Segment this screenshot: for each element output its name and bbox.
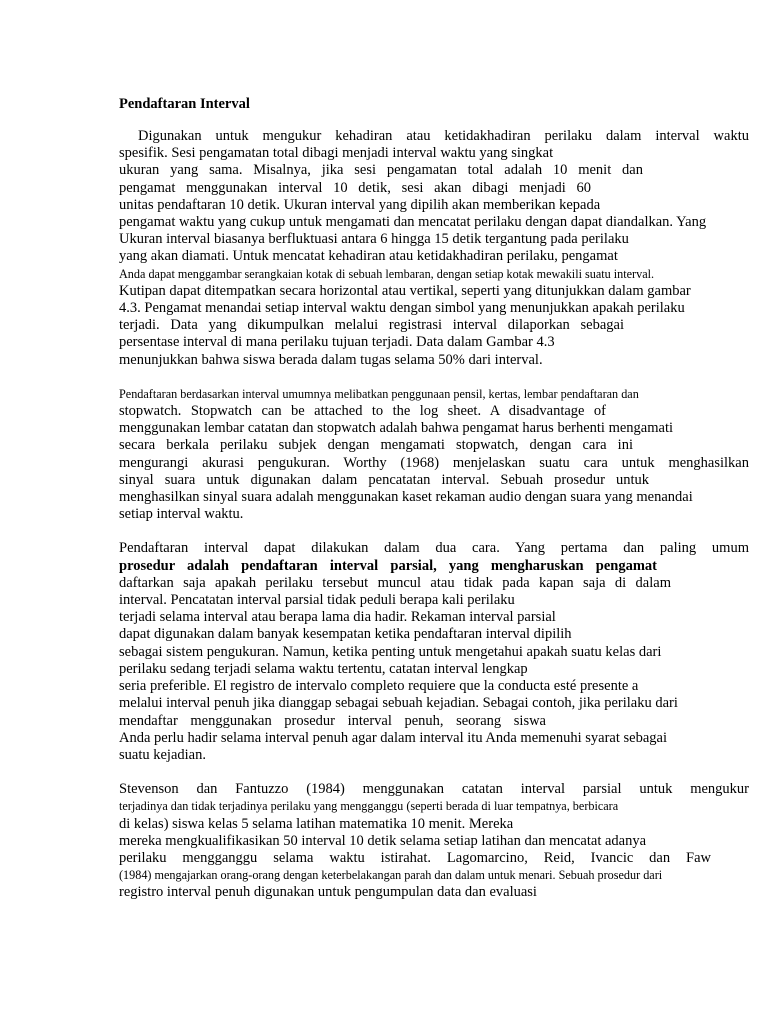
text-line: stopwatch. Stopwatch can be attached to the log sheet. A disadvantage of xyxy=(119,403,606,420)
text-line: prosedur adalah pendaftaran interval parsial, yang mengharuskan pengamat xyxy=(119,557,657,574)
text-line: unitas pendaftaran 10 detik. Ukuran interval yang dipilih akan memberikan kepada xyxy=(119,196,601,213)
text-line: di kelas) siswa kelas 5 selama latihan matematika 10 menit. Mereka xyxy=(119,815,514,832)
text-line: suatu kejadian. xyxy=(119,746,206,763)
text-line: perilaku mengganggu selama waktu istirahat. Lagomarcino, Reid, Ivancic dan Faw xyxy=(119,849,711,866)
text-line: Digunakan untuk mengukur kehadiran atau ketidakhadiran perilaku dalam interval waktu xyxy=(138,128,749,144)
paragraph xyxy=(119,386,749,524)
paragraph xyxy=(119,540,749,764)
text-line: setiap interval waktu. xyxy=(119,506,244,523)
text-line: yang akan diamati. Untuk mencatat kehadiran atau ketidakhadiran perilaku, pengamat xyxy=(119,248,618,265)
text-line: dapat digunakan dalam banyak kesempatan ketika pendaftaran interval dipilih xyxy=(119,626,572,643)
text-line: sebagai sistem pengukuran. Namun, ketika penting untuk mengetahui apakah suatu kelas dari xyxy=(119,643,662,660)
document-title: Pendaftaran Interval xyxy=(119,96,250,112)
text-line: menunjukkan bahwa siswa berada dalam tugas selama 50% dari interval. xyxy=(119,351,543,368)
text-line: persentase interval di mana perilaku tujuan terjadi. Data dalam Gambar 4.3 xyxy=(119,334,555,351)
paragraph xyxy=(119,781,749,901)
document-body xyxy=(119,128,749,902)
text-line: Pendaftaran berdasarkan interval umumnya melibatkan penggunaan pensil, kertas, lembar pendaftaran dan xyxy=(119,386,639,401)
text-line: Kutipan dapat ditempatkan secara horizontal atau vertikal, seperti yang ditunjukkan dalam gambar xyxy=(119,282,691,299)
text-line: pengamat menggunakan interval 10 detik, sesi akan dibagi menjadi 60 xyxy=(119,179,591,196)
text-line: 4.3. Pengamat menandai setiap interval waktu dengan simbol yang menunjukkan apakah perilaku xyxy=(119,300,685,317)
text-line: mendaftar menggunakan prosedur interval penuh, seorang siswa xyxy=(119,712,546,729)
text-line: mereka mengkualifikasikan 50 interval 10 detik selama setiap latihan dan mencatat adanya xyxy=(119,832,647,849)
text-line: terjadi. Data yang dikumpulkan melalui registrasi interval dilaporkan sebagai xyxy=(119,317,624,334)
text-line: Ukuran interval biasanya berfluktuasi antara 6 hingga 15 detik tergantung pada perilaku xyxy=(119,231,629,248)
text-line: terjadi selama interval atau berapa lama dia hadir. Rekaman interval parsial xyxy=(119,609,556,626)
text-line: spesifik. Sesi pengamatan total dibagi menjadi interval waktu yang singkat xyxy=(119,145,554,162)
text-line: secara berkala perilaku subjek dengan mengamati stopwatch, dengan cara ini xyxy=(119,437,633,454)
text-line: menggunakan lembar catatan dan stopwatch adalah bahwa pengamat harus berhenti mengamati xyxy=(119,420,674,437)
text-line: perilaku sedang terjadi selama waktu tertentu, catatan interval lengkap xyxy=(119,660,528,677)
text-line: sinyal suara untuk digunakan dalam pencatatan interval. Sebuah prosedur untuk xyxy=(119,471,649,488)
text-line: mengurangi akurasi pengukuran. Worthy (1968) menjelaskan suatu cara untuk menghasilkan xyxy=(119,454,749,471)
text-line: terjadinya dan tidak terjadinya perilaku yang mengganggu (seperti berada di luar tempatnya, berbicara xyxy=(119,799,619,814)
text-line: melalui interval penuh jika dianggap sebagai sebuah kejadian. Sebagai contoh, jika perilaku dari xyxy=(119,695,678,712)
text-line: (1984) mengajarkan orang-orang dengan keterbelakangan parah dan dalam untuk menari. Sebuah prosedur dari xyxy=(119,868,663,883)
document-page xyxy=(119,95,749,919)
text-line: Stevenson dan Fantuzzo (1984) menggunakan catatan interval parsial untuk mengukur xyxy=(119,781,749,798)
text-line: interval. Pencatatan interval parsial tidak peduli berapa kali perilaku xyxy=(119,592,515,609)
text-line: pengamat waktu yang cukup untuk mengamati dan mencatat perilaku dengan dapat diandalkan. Yang xyxy=(119,214,707,231)
text-line: Anda dapat menggambar serangkaian kotak di sebuah lembaran, dengan setiap kotak mewakili suatu interval. xyxy=(119,266,655,281)
text-line: seria preferible. El registro de intervalo completo requiere que la conducta esté presente a xyxy=(119,678,639,695)
text-line: Pendaftaran interval dapat dilakukan dalam dua cara. Yang pertama dan paling umum xyxy=(119,540,749,557)
text-line: ukuran yang sama. Misalnya, jika sesi pengamatan total adalah 10 menit dan xyxy=(119,162,643,179)
paragraph xyxy=(119,128,749,369)
text-line: registro interval penuh digunakan untuk pengumpulan data dan evaluasi xyxy=(119,884,537,901)
text-line: daftarkan saja apakah perilaku tersebut muncul atau tidak pada kapan saja di dalam xyxy=(119,574,671,591)
text-line: Anda perlu hadir selama interval penuh agar dalam interval itu Anda memenuhi syarat sebagai xyxy=(119,729,667,746)
text-line: menghasilkan sinyal suara adalah menggunakan kaset rekaman audio dengan suara yang menandai xyxy=(119,489,693,506)
